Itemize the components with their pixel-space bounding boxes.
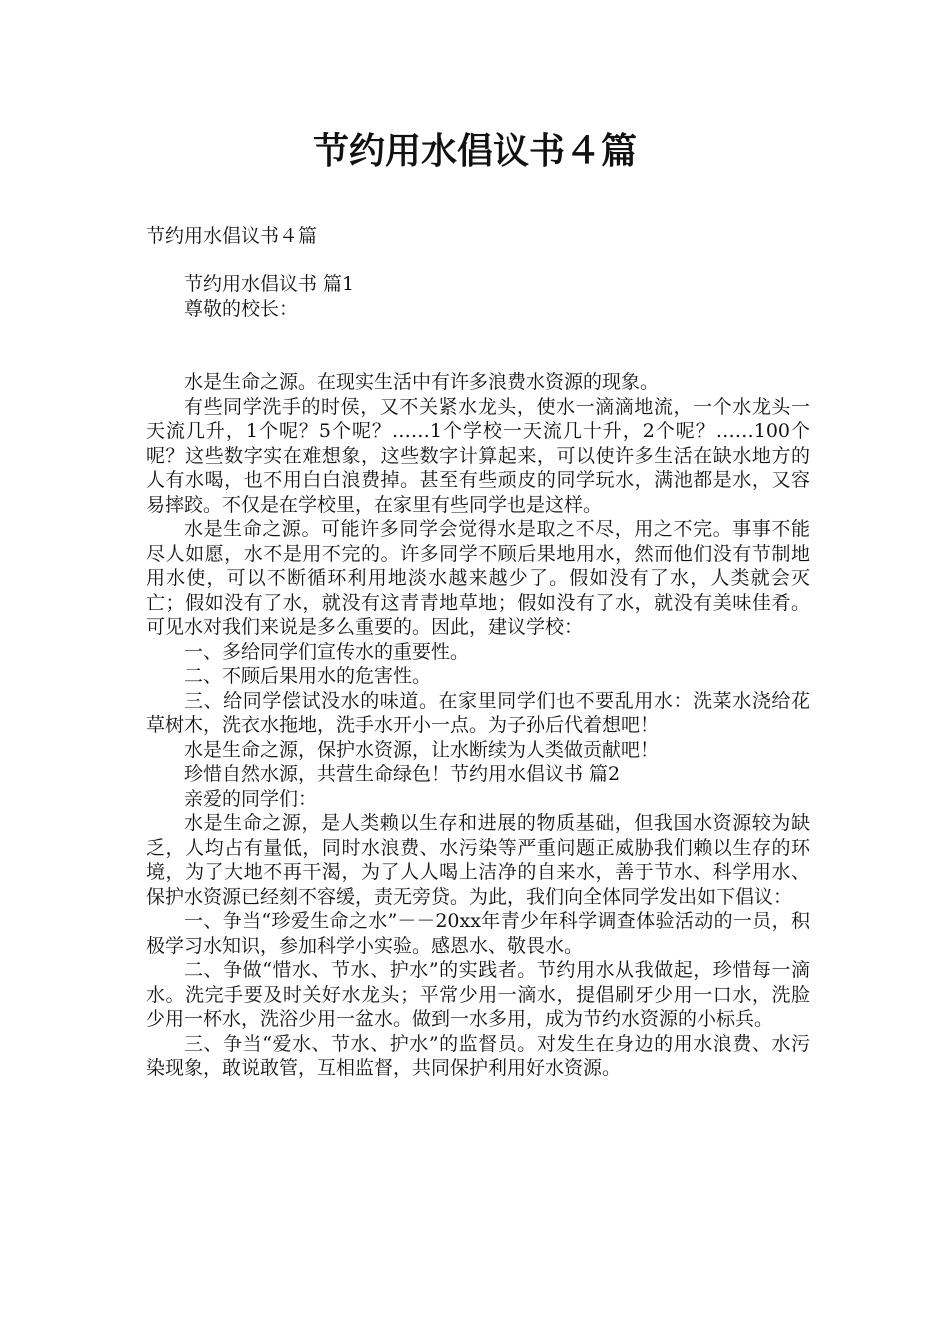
document-title: 节约用水倡议书４篇 [312,131,637,172]
paragraph-gap [146,321,810,346]
paragraph: 亲爱的同学们： [184,787,318,810]
paragraph: 水是生命之源，是人类赖以生存和进展的物质基础，但我国水资源较为缺乏，人均占有量低，同时水浪费、水污染等严重问题正威胁我们赖以生存的环境，为了大地不再干渴，为了人人喝上洁净的自来水，善于节水、科学用水、保护水资源已经刻不容缓，责无旁贷。为此，我们向全体同学发出如下倡议： [146,812,810,908]
paragraph: 节约用水倡议书 篇1 [184,273,355,295]
paragraph: 三、争当“爱水、节水、护水”的监督员。对发生在身边的用水浪费、水污染现象，敢说敢管，互相监督，共同保护利用好水资源。 [146,1032,810,1079]
paragraph: 一、争当“珍爱生命之水”－－20xx年青少年科学调查体验活动的一员，积极学习水知识，参加科学小实验。感恩水、敬畏水。 [146,910,810,957]
paragraph: 珍惜自然水源，共营生命绿色！节约用水倡议书 篇2 [184,763,621,785]
paragraph: 尊敬的校长： [184,297,299,320]
paragraph: 二、不顾后果用水的危害性。 [184,665,432,687]
paragraph: 水是生命之源。在现实生活中有许多浪费水资源的现象。 [184,371,660,393]
paragraph: 一、多给同学们宣传水的重要性。 [184,640,470,663]
paragraph: 水是生命之源，保护水资源，让水断续为人类做贡献吧！ [184,738,660,761]
paragraph: 二、争做“惜水、节水、护水”的实践者。节约用水从我做起，珍惜每一滴水。洗完手要及时关好水龙头；平常少用一滴水，提倡刷牙少用一口水，洗脸少用一杯水，洗浴少用一盆水。做到一水多用，成为节约水资源的小标兵。 [146,959,810,1030]
document-body [146,272,810,1081]
paragraph: 有些同学洗手的时侯，又不关紧水龙头，使水一滴滴地流，一个水龙头一天流几升，1个呢？5个呢？……1个学校一天流几十升，2个呢？……100个呢？这些数字实在难想象，这些数字计算起来，可以使许多生活在缺水地方的人有水喝，也不用白白浪费掉。甚至有些顽皮的同学玩水，满池都是水，又容易摔跤。不仅是在学校里，在家里有些同学也是这样。 [146,395,810,516]
paragraph: 三、给同学偿试没水的味道。在家里同学们也不要乱用水：洗菜水浇给花草树木，洗衣水拖地，洗手水开小一点。为子孙后代着想吧！ [146,689,810,736]
paragraph-gap [146,346,810,371]
paragraph: 水是生命之源。可能许多同学会觉得水是取之不尽，用之不完。事事不能尽人如愿，水不是用不完的。许多同学不顾后果地用水，然而他们没有节制地用水使，可以不断循环利用地淡水越来越少了。假如没有了水，人类就会灭亡；假如没有了水，就没有这青青地草地；假如没有了水，就没有美味佳肴。可见水对我们来说是多么重要的。因此，建议学校： [146,518,810,638]
document-subtitle: 节约用水倡议书４篇 [146,225,318,247]
